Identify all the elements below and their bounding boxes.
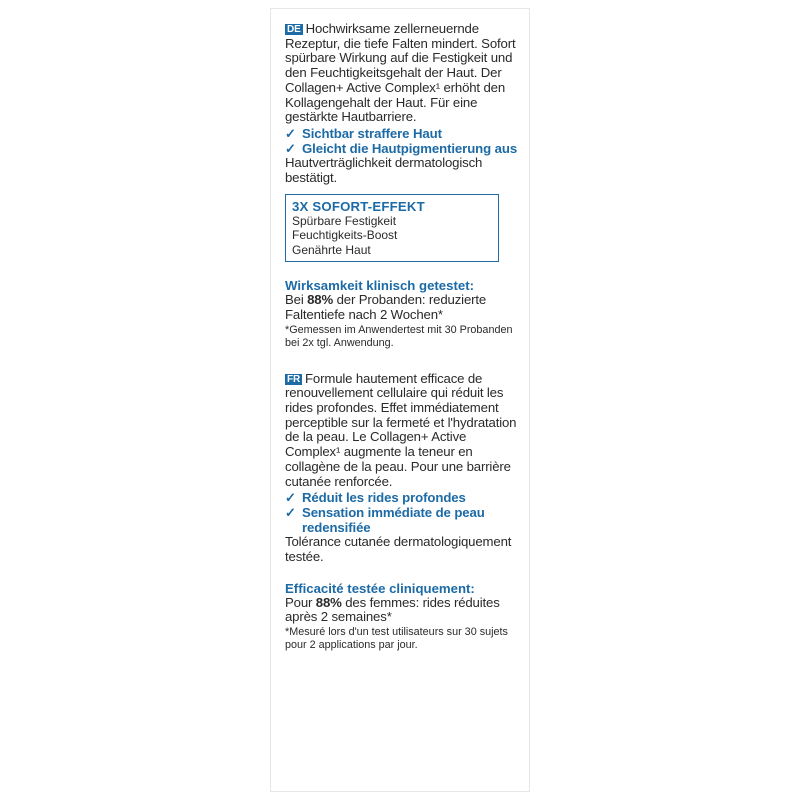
list-item: ✓ Sensation immédiate de peau redensifiée [285,504,485,535]
list-item: Spürbare Festigkeit [292,213,397,228]
checkmark-icon: ✓ [285,125,296,141]
de-clinical-heading: Wirksamkeit klinisch getestet: [285,278,474,294]
product-label-panel [270,8,530,792]
de-intro-paragraph [285,22,521,125]
list-item: Feuchtigkeits-Boost [292,228,398,243]
list-item: ✓ Réduit les rides profondes [285,490,466,506]
fr-clinical-percent: 88% [315,594,342,610]
instant-effect-title: 3X SOFORT-EFFEKT [292,198,425,214]
de-benefits-list [285,127,521,156]
fr-clinical-result: Pour 88% des femmes: rides réduites après 2 semaines* [285,594,500,625]
de-footnote: *Gemessen im Anwendertest mit 30 Probanden bei 2x tgl. Anwendung. [285,323,513,349]
instant-effect-box [285,194,499,263]
fr-benefits-list [285,491,521,535]
checkmark-icon: ✓ [285,140,296,156]
de-tolerance-text: Hautverträglichkeit dermatologisch bestätigt. [285,155,483,186]
fr-intro-text: Formule hautement efficace de renouvellement cellulaire qui réduit les rides profondes. Effet immédiatement perceptible sur la fermeté et l'hydratation de la peau. Le Collagen+ Active Complex¹ augmente la teneur en collagène de la peau. Pour une barrière cutanée renforcée. [285,370,517,489]
fr-clinical-heading: Efficacité testée cliniquement: [285,580,475,596]
fr-footnote: *Mesuré lors d'un test utilisateurs sur 30 sujets pour 2 applications par jour. [285,626,508,652]
de-language-tag: DE [287,24,301,35]
fr-intro-paragraph [285,372,521,490]
list-item: ✓ Gleicht die Hautpigmentierung aus [285,140,518,156]
fr-language-tag: FR [287,373,301,385]
fr-tolerance-text: Tolérance cutanée dermatologiquement testée. [285,534,512,565]
checkmark-icon: ✓ [285,504,296,520]
de-clinical-result: Bei 88% der Probanden: reduzierte Faltentiefe nach 2 Wochen* [285,292,487,322]
label-content [285,22,521,652]
de-clinical-percent: 88% [307,292,334,308]
list-item: Genährte Haut [292,242,371,257]
checkmark-icon: ✓ [285,490,296,506]
de-intro-text: Hochwirksame zellerneuernde Rezeptur, die tiefe Falten mindert. Sofort spürbare Wirkung auf die Festigkeit und den Feuchtigkeitsgehalt der Haut. Der Collagen+ Active Complex¹ erhöht den Kollagengehalt der Haut. Für eine gestärkte Hautbarriere. [285,21,516,125]
list-item: ✓ Sichtbar straffere Haut [285,125,442,141]
